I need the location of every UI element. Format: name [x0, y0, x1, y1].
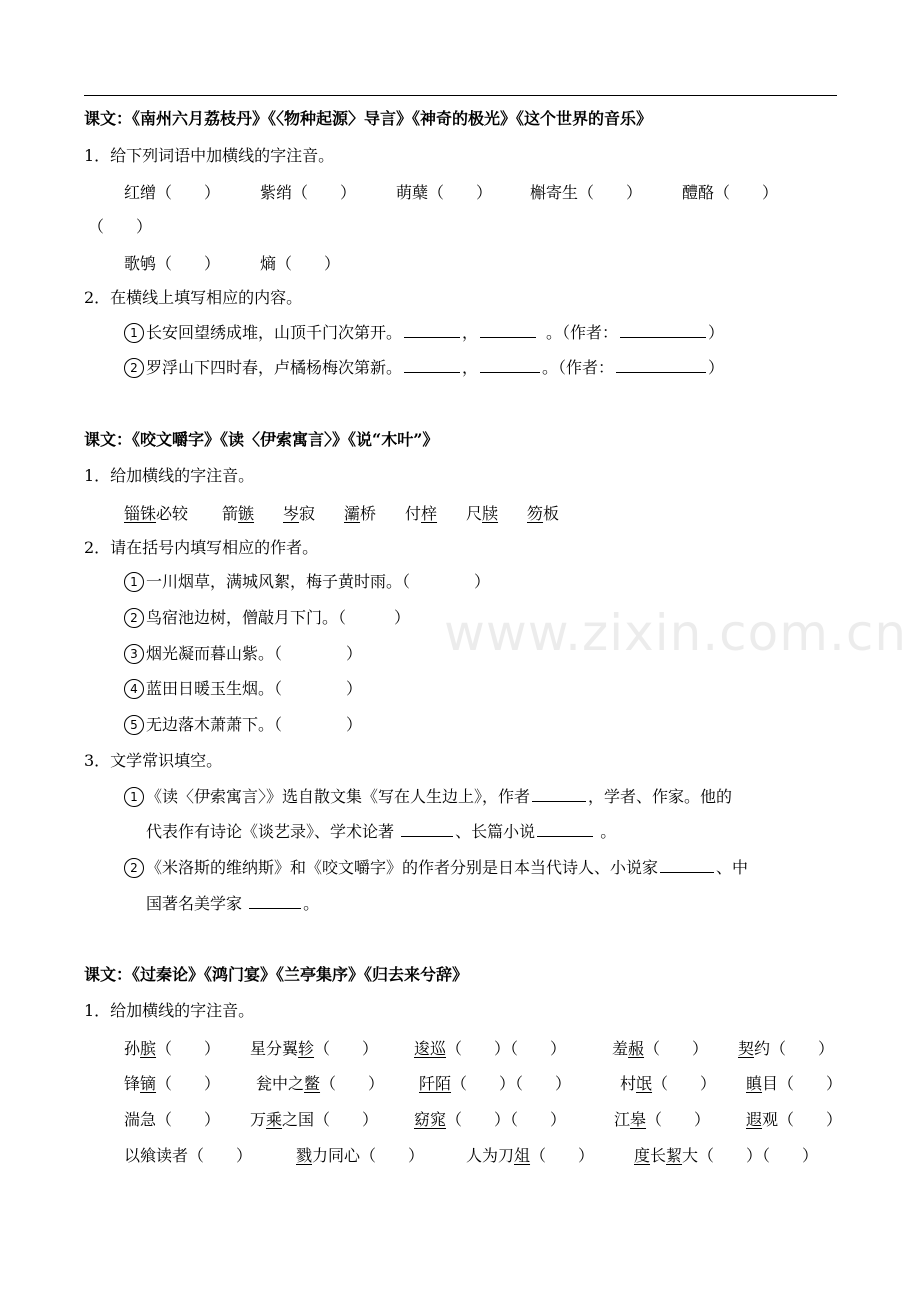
answer-blank[interactable]: [532, 786, 586, 802]
s3-r4-c4: 度长絜大（ ）（ ）: [634, 1146, 819, 1165]
section3-heading: 课文：《过秦论》《鸿门宴》《兰亭集序》《归去来兮辞》: [84, 965, 469, 984]
s3-r3-c1: 湍急（ ）: [124, 1110, 221, 1129]
top-rule: [84, 95, 837, 96]
s2-q3-item-2-line1: 2 《米洛斯的维纳斯》和《咬文嚼字》的作者分别是日本当代诗人、小说家 、中: [124, 857, 748, 879]
circled-number: 1: [124, 323, 144, 343]
s2-q3-item-1-line2: 代表作有诗论《谈艺录》、学术论著 、长篇小说 。: [146, 822, 617, 841]
s2-q1-prompt: 1．给加横线的字注音。: [84, 466, 255, 485]
s2-word-2: 箭镞: [222, 504, 255, 523]
s2-q2-item-4: 4 蓝田日暖玉生烟。（ ）: [124, 678, 362, 700]
answer-blank[interactable]: [660, 857, 714, 873]
circled-number: 1: [124, 572, 144, 592]
s1-q2-item-2: 2 罗浮山下四时春，卢橘杨梅次第新。 ， 。（作者： ）: [124, 357, 724, 379]
s3-r2-c4: 村氓（ ）: [620, 1074, 717, 1093]
s3-r1-c2: 星分翼轸（ ）: [250, 1039, 379, 1058]
answer-blank[interactable]: [537, 821, 593, 837]
circled-number: 2: [124, 608, 144, 628]
s1-q1-prompt: 1．给下列词语中加横线的字注音。: [84, 146, 335, 165]
s3-r3-c4: 江皋（ ）: [614, 1110, 711, 1129]
s1-q2-item-1: 1 长安回望绣成堆，山顶千门次第开。 ， 。（作者： ）: [124, 322, 724, 344]
s1-word-5: 醴酪（ ）: [682, 183, 779, 202]
s1-word-1: 红缯（ ）: [124, 183, 221, 202]
s1-word-6: 歌鸲（ ）: [124, 254, 221, 273]
s2-word-3: 岑寂: [283, 504, 316, 523]
circled-number: 5: [124, 715, 144, 735]
s2-word-5: 付梓: [405, 504, 438, 523]
s1-q2-prompt: 2．在横线上填写相应的内容。: [84, 288, 303, 307]
s1-word-7: 熵（ ）: [260, 254, 341, 273]
s3-r1-c3: 逡巡（ ）（ ）: [414, 1039, 567, 1058]
watermark: www.zixin.com.cn: [444, 604, 908, 662]
s3-r2-c2: 瓮中之鳖（ ）: [256, 1074, 385, 1093]
s2-q3-item-1-line1: 1 《读〈伊索寓言〉》选自散文集《写在人生边上》，作者 ，学者、作家。他的: [124, 786, 732, 808]
s2-q2-prompt: 2．请在括号内填写相应的作者。: [84, 538, 319, 557]
circled-number: 1: [124, 787, 144, 807]
answer-blank[interactable]: [401, 821, 453, 837]
s1-word-4: 槲寄生（ ）: [530, 183, 643, 202]
answer-blank[interactable]: [480, 357, 540, 373]
s3-r2-c3: 阡陌（ ）（ ）: [419, 1074, 572, 1093]
s3-r2-c1: 锋镝（ ）: [124, 1074, 221, 1093]
s2-q2-item-1: 1 一川烟草，满城风絮，梅子黄时雨。（ ）: [124, 571, 490, 593]
s2-word-6: 尺牍: [466, 504, 499, 523]
author-blank[interactable]: [616, 357, 706, 373]
s3-r4-c1: 以飨读者（ ）: [124, 1146, 253, 1165]
s3-r1-c4: 羞赧（ ）: [612, 1039, 709, 1058]
answer-blank[interactable]: [480, 322, 536, 338]
circled-number: 3: [124, 644, 144, 664]
s2-word-4: 灞桥: [344, 504, 377, 523]
s2-q2-item-5: 5 无边落木萧萧下。（ ）: [124, 714, 362, 736]
circled-number: 2: [124, 358, 144, 378]
s2-q2-item-2: 2 鸟宿池边树，僧敲月下门。（ ）: [124, 607, 410, 629]
answer-blank[interactable]: [404, 322, 460, 338]
s3-r4-c2: 戮力同心（ ）: [296, 1146, 425, 1165]
s2-word-7: 笏板: [527, 504, 560, 523]
s2-q2-item-3: 3 烟光凝而暮山紫。（ ）: [124, 643, 362, 665]
s1-word-extra: （ ）: [88, 217, 153, 236]
s2-q3-prompt: 3．文学常识填空。: [84, 751, 223, 770]
circled-number: 4: [124, 679, 144, 699]
s1-word-3: 萌蘖（ ）: [396, 183, 493, 202]
s3-q1-prompt: 1．给加横线的字注音。: [84, 1001, 255, 1020]
s3-r3-c5: 遐观（ ）: [746, 1110, 843, 1129]
s3-r2-c5: 瞋目（ ）: [746, 1074, 843, 1093]
s2-q3-item-2-line2: 国著名美学家 。: [146, 894, 320, 913]
author-blank[interactable]: [620, 322, 706, 338]
s3-r4-c3: 人为刀俎（ ）: [466, 1146, 595, 1165]
answer-blank[interactable]: [404, 357, 460, 373]
s1-word-2: 紫绡（ ）: [260, 183, 357, 202]
s2-word-1: 锱铢必较: [124, 504, 189, 523]
section2-heading: 课文：《咬文嚼字》《读〈伊索寓言〉》《说“木叶”》: [84, 430, 439, 449]
section1-heading: 课文：《南州六月荔枝丹》《〈物种起源〉导言》《神奇的极光》《这个世界的音乐》: [84, 109, 653, 128]
s3-r3-c3: 窈窕（ ）（ ）: [414, 1110, 567, 1129]
s3-r1-c5: 契约（ ）: [738, 1039, 835, 1058]
circled-number: 2: [124, 858, 144, 878]
answer-blank[interactable]: [249, 893, 301, 909]
s3-r1-c1: 孙膑（ ）: [124, 1039, 221, 1058]
s3-r3-c2: 万乘之国（ ）: [250, 1110, 379, 1129]
